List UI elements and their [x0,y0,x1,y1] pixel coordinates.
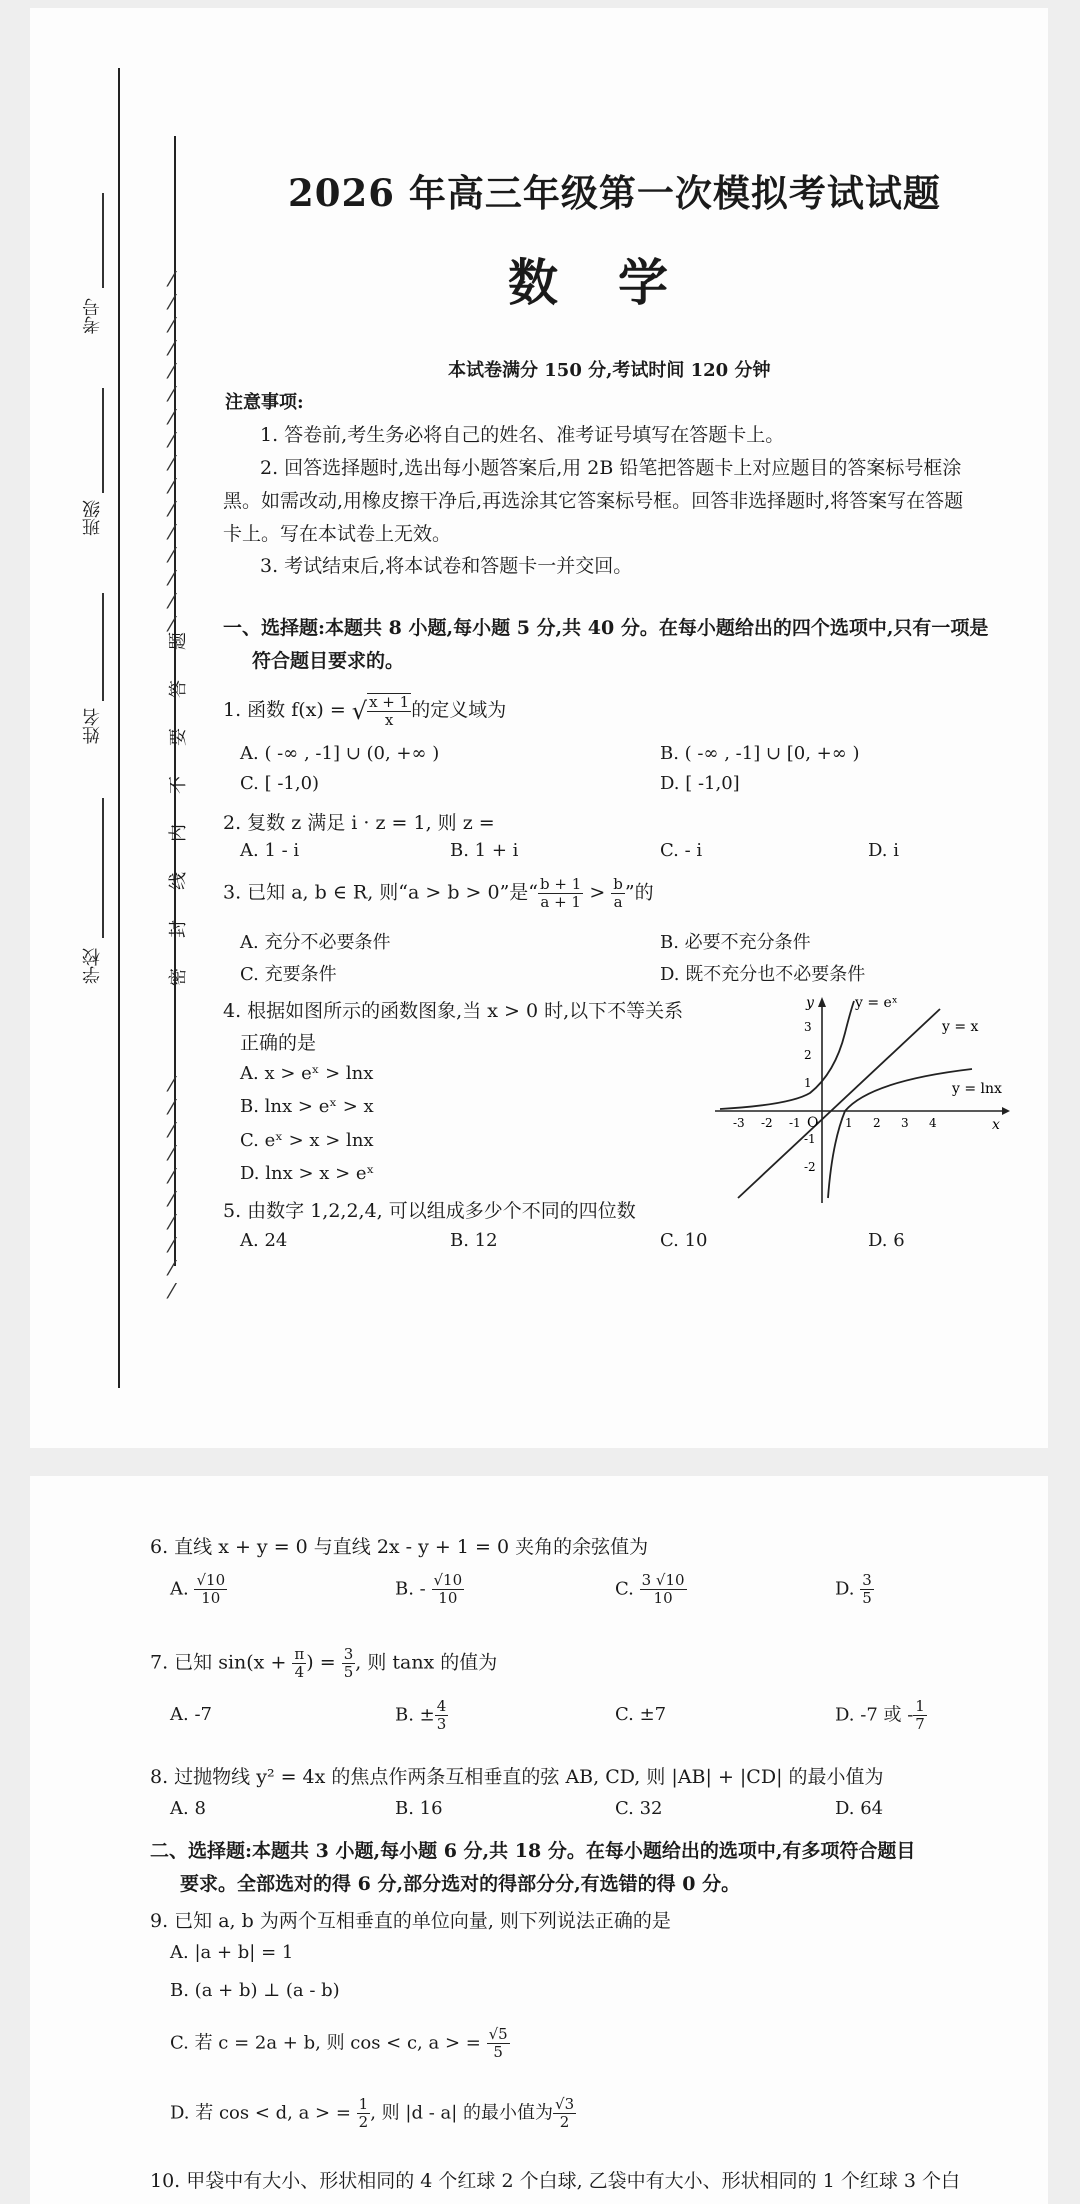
q6-a-num: √10 [196,1571,226,1589]
q5-option-d: D. 6 [868,1230,905,1251]
q3-d1: a + 1 [540,893,581,911]
q6-option-b [395,1572,464,1607]
q1-fraction [367,693,411,729]
x-tick-label: -1 [789,1116,801,1130]
q3-mid: > [583,881,612,904]
x-tick-label: -2 [761,1116,773,1130]
line-y-equals-x [738,1009,940,1198]
q5-stem: 5. 由数字 1,2,2,4, 可以组成多少个不同的四位数 [223,1200,636,1222]
q2-option-b: B. 1 + i [450,840,519,861]
q1-stem: 1. 函数 f(x) = √ $\frac{x + 1}{x}$ 的定义域为 [223,693,507,729]
q7-post: , 则 tanx 的值为 [355,1651,498,1674]
q3-option-b: B. 必要不充分条件 [660,932,811,953]
q3-frac1 [538,876,583,911]
q3-frac2 [611,876,625,911]
notice-2c: 卡上。写在本试卷上无效。 [223,523,452,545]
q6-c-num: 3 √10 [641,1571,685,1589]
q8-option-b: B. 16 [395,1798,443,1819]
q1-option-a: A. ( -∞ , -1] ∪ (0, +∞ ) [240,743,440,764]
q9-d-num2: √3 [555,2095,575,2113]
q1-option-b: B. ( -∞ , -1] ∪ [0, +∞ ) [660,743,860,764]
x-axis-arrow-icon [1002,1107,1010,1115]
q6-b-frac [432,1572,465,1607]
q1-num: x + 1 [369,693,410,711]
binding-line-outer [118,68,120,1388]
q6-c-den: 10 [653,1589,673,1607]
notice-title: 注意事项: [225,392,304,413]
seal-char-3: 要 [168,728,189,746]
q5-option-b: B. 12 [450,1230,498,1251]
exam-title: 2026 年高三年级第一次模拟考试试题 [288,171,941,215]
q7-option-a: A. -7 [170,1704,212,1725]
q9-option-d [170,2096,576,2131]
notice-1: 1. 答卷前,考生务必将自己的姓名、准考证号填写在答题卡上。 [260,424,785,446]
xingming-blank [102,593,104,701]
q7-b-pre: B. ± [395,1704,435,1726]
q2-option-c: C. - i [660,840,703,861]
q7-pi-num: π [294,1645,305,1663]
q6-stem: 6. 直线 x + y = 0 与直线 2x - y + 1 = 0 夹角的余弦值为 [150,1536,649,1558]
q3-option-d: D. 既不充分也不必要条件 [660,964,866,985]
q6-c-pre: C. [615,1578,634,1600]
banji-blank [102,388,104,493]
q3-post: ”的 [624,881,654,904]
curve-ln [828,1069,972,1198]
section2-heading: 二、选择题:本题共 3 小题,每小题 6 分,共 18 分。在每小题给出的选项中,有多项符合题目 [150,1840,916,1862]
q1-pre: 1. 函数 f(x) = [223,699,352,721]
q7-frac-pi [292,1646,306,1681]
q7-option-b [395,1698,448,1733]
q7-pi-den: 4 [294,1663,305,1681]
exam-info: 本试卷满分 150 分,考试时间 120 分钟 [448,360,771,381]
q7-d-frac [913,1698,927,1733]
label-ln: y = lnx [952,1081,1002,1097]
q3-d2: a [613,893,623,911]
q3-n1: b + 1 [540,875,582,893]
q6-d-num: 3 [862,1571,872,1589]
q4-stem: 4. 根据如图所示的函数图象,当 x > 0 时,以下不等关系 [223,1000,684,1022]
q7-d-num: 1 [915,1697,925,1715]
y-tick-label: 3 [804,1020,812,1034]
origin-label: O [807,1115,819,1131]
q3-pre: 3. 已知 a, b ∈ R, 则“a > b > 0”是“ [223,881,539,904]
section1-heading: 一、选择题:本题共 8 小题,每小题 5 分,共 40 分。在每小题给出的四个选项中,只有一项是 [223,617,989,639]
label-identity: y = x [942,1019,979,1035]
x-tick-label: 4 [929,1116,937,1130]
q3-n2: b [613,875,623,893]
q9-c-pre: C. 若 c = 2a + b, 则 cos < c, a > = [170,2032,487,2054]
seal-char-8: 密 [168,968,189,986]
axis-label-y: y [806,995,814,1011]
q4-option-b: B. lnx > eˣ > x [240,1096,374,1117]
q9-option-a: A. |a + b| = 1 [170,1942,294,1963]
axis-label-x: x [992,1117,1000,1133]
subject-title: 数学 [508,253,728,312]
y-tick-labels [804,1020,819,1174]
q7-pre: 7. 已知 sin(x + [150,1651,293,1674]
seal-char-2: 答 [168,680,189,698]
y-axis-arrow-icon [818,997,826,1007]
q7-mid: ) = [306,1651,342,1674]
exam-page-2 [30,1476,1048,2204]
q2-option-d: D. i [868,840,899,861]
q6-d-frac [860,1572,874,1607]
q9-option-b: B. (a + b) ⊥ (a - b) [170,1980,340,2001]
q9-d-pre: D. 若 cos < d, a > = [170,2102,357,2124]
q8-option-d: D. 64 [835,1798,884,1819]
q9-d-frac1 [357,2096,371,2131]
q1-option-c: C. [ -1,0) [240,773,320,794]
label-exp: y = eˣ [855,995,898,1011]
q7-option-c: C. ±7 [615,1704,667,1725]
q10-stem: 10. 甲袋中有大小、形状相同的 4 个红球 2 个白球, 乙袋中有大小、形状相同的 1 个红球 3 个白 [150,2170,961,2192]
q4-option-d: D. lnx > x > eˣ [240,1163,375,1184]
q7-stem [150,1646,497,1681]
q9-c-frac [487,2026,510,2061]
q6-a-frac [194,1572,227,1607]
q1-option-d: D. [ -1,0] [660,773,740,794]
q3-option-a: A. 充分不必要条件 [240,932,391,953]
q7-b-num: 4 [436,1697,447,1715]
q7-b-frac [435,1698,449,1733]
q9-d-num: 1 [358,2095,369,2113]
exam-page-1 [30,8,1048,1448]
seal-char-7: 封 [168,920,189,938]
notice-2b: 黑。如需改动,用橡皮擦干净后,再选涂其它答案标号框。回答非选择题时,将答案写在答题 [223,490,964,512]
q9-c-den: 5 [493,2043,503,2061]
q2-option-a: A. 1 - i [240,840,300,861]
y-tick-label: 2 [804,1048,812,1062]
q6-a-den: 10 [201,1589,221,1607]
q7-v-den: 5 [343,1663,354,1681]
q6-option-c [615,1572,687,1607]
seal-char-5: 内 [168,824,189,842]
y-tick-label: -1 [804,1132,816,1146]
q6-option-d [835,1572,874,1607]
kaohao-blank [102,193,104,288]
notice-2a: 2. 回答选择题时,选出每小题答案后,用 2B 铅笔把答题卡上对应题目的答案标号框涂 [260,457,962,479]
q4-option-a: A. x > eˣ > lnx [240,1063,374,1084]
q7-d-den: 7 [915,1715,925,1733]
q6-a-pre: A. [170,1578,189,1600]
label-xuexiao: 学校 [82,948,103,984]
q8-stem: 8. 过抛物线 y² = 4x 的焦点作两条互相垂直的弦 AB, CD, 则 |AB| + |CD| 的最小值为 [150,1766,884,1788]
curve-exp [720,1001,854,1109]
xuexiao-blank [102,798,104,938]
q5-option-c: C. 10 [660,1230,708,1251]
label-banji: 班级 [82,500,103,536]
seal-char-4: 不 [168,776,189,794]
q6-d-pre: D. [835,1578,855,1600]
q4-option-c: C. eˣ > x > lnx [240,1130,374,1151]
q9-d-den: 2 [358,2113,369,2131]
q6-c-frac [640,1572,687,1607]
x-tick-label: 3 [901,1116,909,1130]
label-xingming: 姓名 [82,708,103,744]
q9-stem: 9. 已知 a, b 为两个互相垂直的单位向量, 则下列说法正确的是 [150,1910,671,1932]
x-tick-label: -3 [733,1116,745,1130]
x-tick-label: 1 [845,1116,853,1130]
q9-d-den2: 2 [559,2113,570,2131]
q9-d-frac2 [553,2096,576,2131]
q6-option-a [170,1572,227,1607]
q2-stem: 2. 复数 z 满足 i · z = 1, 则 z = [223,812,495,834]
q9-c-num: √5 [488,2025,508,2043]
seal-slashes: ⁄ ⁄ ⁄ ⁄ ⁄ ⁄ ⁄ ⁄ ⁄ ⁄ ⁄ ⁄ ⁄ ⁄ ⁄ ⁄ ⁄ ⁄ ⁄ ⁄ ⁄ ⁄ ⁄ ⁄ ⁄ ⁄ [170,267,174,1303]
q8-option-c: C. 32 [615,1798,663,1819]
q4-stem-2: 正确的是 [240,1032,317,1054]
q3-stem [223,876,654,911]
function-graph [710,993,1010,1208]
q6-b-den: 10 [438,1589,458,1607]
x-tick-labels [733,1116,937,1130]
q6-b-pre: B. - [395,1578,426,1600]
q9-option-c [170,2026,510,2061]
q7-frac-val [342,1646,356,1681]
y-tick-label: -2 [804,1160,816,1174]
q6-d-den: 5 [862,1589,872,1607]
section2-heading-2: 要求。全部选对的得 6 分,部分选对的得部分分,有选错的得 0 分。 [180,1873,741,1895]
x-tick-label: 2 [873,1116,881,1130]
notice-3: 3. 考试结束后,将本试卷和答题卡一并交回。 [260,555,633,577]
label-kaohao: 考号 [82,298,103,334]
q7-d-pre: D. -7 或 - [835,1704,914,1726]
q8-option-a: A. 8 [170,1798,206,1819]
q9-d-mid: , 则 |d - a| 的最小值为 [370,2102,554,2124]
section1-heading-2: 符合题目要求的。 [252,650,405,672]
q3-option-c: C. 充要条件 [240,964,337,985]
q7-v-num: 3 [343,1645,354,1663]
q6-b-num: √10 [433,1571,463,1589]
q7-option-d [835,1698,927,1733]
q1-den: x [384,711,394,729]
seal-char-1: 题 [168,632,189,650]
y-tick-label: 1 [804,1076,812,1090]
q1-post: 的定义域为 [411,699,507,721]
q5-option-a: A. 24 [240,1230,288,1251]
q7-b-den: 3 [436,1715,447,1733]
seal-char-6: 线 [168,872,189,890]
